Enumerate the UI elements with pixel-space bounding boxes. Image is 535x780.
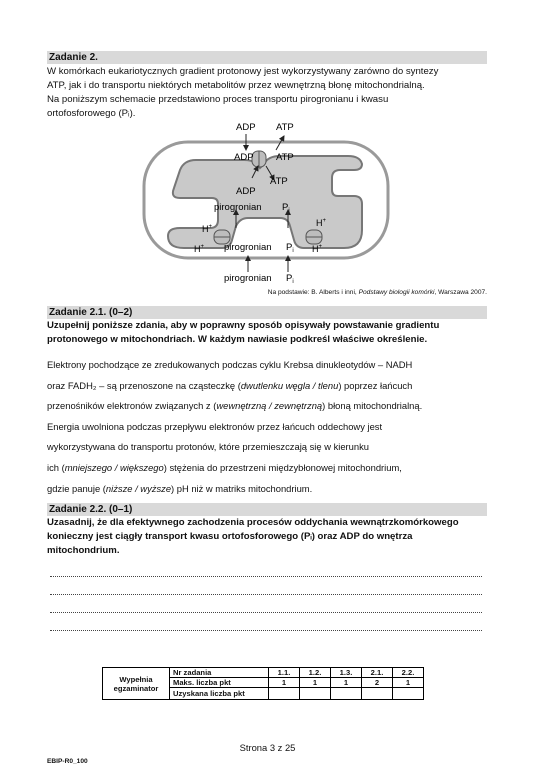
intro-line: ATP, jak i do transportu niektórych metabolitów przez wewnętrzną błonę mitochondrialną.: [47, 80, 425, 91]
answer-line[interactable]: [50, 576, 482, 577]
label-pi-matrix: $P_i$: [282, 202, 290, 214]
label-atp-outer: ATP: [276, 122, 294, 133]
answer-line[interactable]: [50, 612, 482, 613]
choice-bracket[interactable]: niższe / wyższe: [105, 482, 172, 494]
atp-synthase-transporter: [252, 151, 266, 167]
text-line: ich (mniejszego / większego) stężenia do przestrzeni międzybłonowej mitochondrium,: [47, 461, 402, 473]
task-number: 1.3.: [331, 668, 362, 678]
intro-line: Na poniższym schemacie przedstawiono proces transportu pirogronianu i kwasu: [47, 94, 389, 105]
grading-table: [102, 667, 424, 700]
choice-bracket[interactable]: dwutlenku węgla / tlenu: [240, 379, 339, 391]
task-number: 2.1.: [362, 668, 393, 678]
mitochondrion-diagram: [140, 118, 400, 286]
label-pi-cytosol: $P_i$: [286, 273, 294, 285]
label-adp-inner: ADP: [234, 152, 254, 163]
task-number: 2.2.: [393, 668, 424, 678]
max-points: 1: [393, 678, 424, 688]
row-label: Nr zadania: [170, 668, 269, 678]
label-pi-ims: $P_i$: [286, 242, 294, 254]
text-line: Energia uwolniona podczas przepływu elektronów przez łańcuch oddechowy jest: [47, 420, 383, 432]
examiner-label: Wypełnia egzaminator: [103, 668, 170, 700]
exam-code: EBIP-R0_100: [47, 758, 88, 765]
task-2-2-heading: Zadanie 2.2. (0–1): [47, 503, 487, 516]
label-h-right-bottom: H+: [312, 244, 323, 254]
choice-bracket[interactable]: mniejszego / większego: [64, 461, 164, 473]
max-points: 1: [331, 678, 362, 688]
text-line: wykorzystywana do transportu protonów, które przemieszczają się w kierunku: [47, 441, 370, 453]
phosphate-symporter: [306, 230, 322, 244]
task-2-1-heading: Zadanie 2.1. (0–2): [47, 306, 487, 319]
score-cell[interactable]: [362, 688, 393, 700]
row-label: Maks. liczba pkt: [170, 678, 269, 688]
label-atp-matrix: ATP: [270, 176, 288, 187]
intro-line: W komórkach eukariotycznych gradient protonowy jest wykorzystywany zarówno do syntezy: [47, 66, 439, 77]
label-adp-outer: ADP: [236, 122, 256, 133]
text-line: gdzie panuje (niższe / wyższe) pH niż w matriks mitochondrium.: [47, 482, 313, 494]
score-cell[interactable]: [300, 688, 331, 700]
page-number: Strona 3 z 25: [239, 742, 296, 753]
label-atp-inner: ATP: [276, 152, 294, 163]
text-line: oraz FADH₂ – są przenoszone na cząsteczkę (dwutlenku węgla / tlenu) poprzez łańcuch: [47, 379, 413, 391]
answer-line[interactable]: [50, 594, 482, 595]
text-line: Elektrony pochodzące ze zredukowanych podczas cyklu Krebsa dinukleotydów – NADH: [47, 359, 413, 370]
score-cell[interactable]: [393, 688, 424, 700]
task-2-2-instruction: Uzasadnij, że dla efektywnego zachodzenia procesów oddychania wewnątrzkomórkowego konieczny jest ciągły transport kwasu ortofosforowego (Pᵢ) oraz ADP do wnętrza mitochondrium.: [47, 517, 459, 556]
task-number: 1.1.: [269, 668, 300, 678]
max-points: 2: [362, 678, 393, 688]
label-h-left-top: H+: [202, 224, 213, 234]
row-label: Uzyskana liczba pkt: [170, 688, 269, 700]
label-pyruvate-matrix: pirogronian: [214, 202, 262, 213]
score-cell[interactable]: [331, 688, 362, 700]
task-2-intro: [47, 65, 487, 121]
score-cell[interactable]: [269, 688, 300, 700]
task-2-1-text: [47, 355, 487, 499]
max-points: 1: [269, 678, 300, 688]
source-citation: Na podstawie: B. Alberts i inni, Podstawy biologii komórki, Warszawa 2007.: [267, 289, 487, 296]
answer-line[interactable]: [50, 630, 482, 631]
max-points: 1: [300, 678, 331, 688]
task-2-1-instruction: Uzupełnij poniższe zdania, aby w poprawny sposób opisywały powstawanie gradientu protonowego w mitochondriach. W każdym nawiasie podkreśl właściwe określenie.: [47, 320, 440, 345]
intro-line: ortofosforowego (Pᵢ).: [47, 108, 136, 119]
label-h-right-top: H+: [316, 218, 327, 228]
label-h-left-bottom: H+: [194, 244, 205, 254]
label-pyruvate-cytosol: pirogronian: [224, 273, 272, 284]
choice-bracket[interactable]: wewnętrzną / zewnętrzną: [216, 400, 323, 412]
label-pyruvate-ims: pirogronian: [224, 242, 272, 253]
text-line: przenośników elektronów związanych z (wewnętrzną / zewnętrzną) błoną mitochondrialną.: [47, 400, 423, 412]
label-adp-matrix: ADP: [236, 186, 256, 197]
task-number: 1.2.: [300, 668, 331, 678]
task-2-heading: Zadanie 2.: [47, 51, 487, 64]
